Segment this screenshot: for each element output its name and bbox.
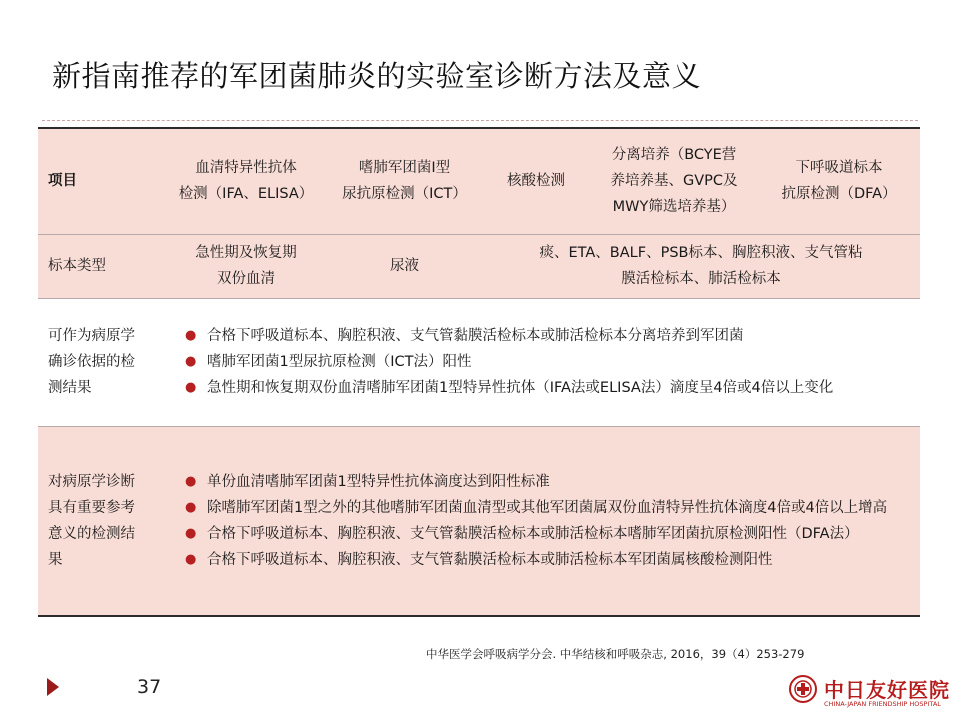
header-cell: 项目 — [38, 128, 165, 234]
header-cell: 嗜肺军团菌Ⅰ型 尿抗原检测（ICT） — [327, 128, 482, 234]
bullet-text: 除嗜肺军团菌1型之外的其他嗜肺军团菌血清型或其他军团菌属双份血清特异性抗体滴度4倍或4倍以上增高 — [207, 499, 888, 516]
confirm-row — [38, 298, 920, 426]
bullet-item — [185, 495, 920, 521]
bullet-icon: ● — [185, 328, 197, 343]
table-cell: 尿液 — [327, 234, 482, 298]
bullet-icon: ● — [185, 551, 197, 567]
bullet-item — [185, 349, 920, 375]
row-label: 对病原学诊断 具有重要参考 意义的检测结 果 — [38, 426, 165, 616]
table-header-row — [38, 128, 920, 234]
citation: 中华医学会呼吸病学分会. 中华结核和呼吸杂志, 2016，39（4）253-279 — [426, 647, 805, 661]
arrow-icon — [47, 678, 59, 696]
header-cell: 下呼吸道标本 抗原检测（DFA） — [758, 128, 920, 234]
bullet-icon: ● — [185, 525, 197, 541]
diagnosis-table — [38, 127, 920, 617]
row-label: 标本类型 — [38, 234, 165, 298]
header-cell: 核酸检测 — [482, 128, 590, 234]
title-divider — [42, 120, 918, 121]
bullet-item — [185, 375, 920, 401]
bullet-item — [185, 323, 920, 349]
table-cell — [165, 298, 920, 426]
bullet-item — [185, 521, 920, 547]
bullet-text: 急性期和恢复期双份血清嗜肺军团菌1型特异性抗体（IFA法或ELISA法）滴度呈4倍或4倍以上变化 — [207, 380, 834, 396]
table-cell: 急性期及恢复期 双份血清 — [165, 234, 327, 298]
reference-row — [38, 426, 920, 616]
bullet-item — [185, 547, 920, 573]
header-cell: 分离培养（BCYE营 养培养基、GVPC及 MWY筛选培养基） — [590, 128, 758, 234]
row-label: 可作为病原学 确诊依据的检 测结果 — [38, 298, 165, 426]
table-cell: 痰、ETA、BALF、PSB标本、胸腔积液、支气管粘 膜活检标本、肺活检标本 — [482, 234, 920, 298]
bullet-text: 合格下呼吸道标本、胸腔积液、支气管黏膜活检标本或肺活检标本分离培养到军团菌 — [207, 328, 744, 344]
hospital-emblem-icon — [788, 674, 818, 704]
slide-title: 新指南推荐的军团菌肺炎的实验室诊断方法及意义 — [52, 59, 702, 93]
specimen-row — [38, 234, 920, 298]
bullet-text: 单份血清嗜肺军团菌1型特异性抗体滴度达到阳性标准 — [207, 473, 550, 490]
bullet-text: 嗜肺军团菌1型尿抗原检测（ICT法）阳性 — [207, 354, 472, 370]
bullet-icon: ● — [185, 354, 197, 369]
bullet-icon: ● — [185, 380, 197, 395]
hospital-logo — [788, 672, 950, 712]
reference-list — [165, 469, 920, 573]
bullet-text: 合格下呼吸道标本、胸腔积液、支气管黏膜活检标本或肺活检标本军团菌属核酸检测阳性 — [207, 551, 773, 568]
bullet-icon: ● — [185, 499, 197, 515]
bullet-item — [185, 469, 920, 495]
bullet-icon: ● — [185, 473, 197, 489]
header-cell: 血清特异性抗体 检测（IFA、ELISA） — [165, 128, 327, 234]
logo-chinese-name: 中日友好医院 — [824, 678, 950, 702]
confirm-list — [165, 323, 920, 401]
page-number: 37 — [137, 676, 162, 698]
logo-english-name: CHINA-JAPAN FRIENDSHIP HOSPITAL — [824, 700, 941, 708]
bullet-text: 合格下呼吸道标本、胸腔积液、支气管黏膜活检标本或肺活检标本嗜肺军团菌抗原检测阳性（DFA法） — [207, 525, 859, 542]
table-cell — [165, 426, 920, 616]
